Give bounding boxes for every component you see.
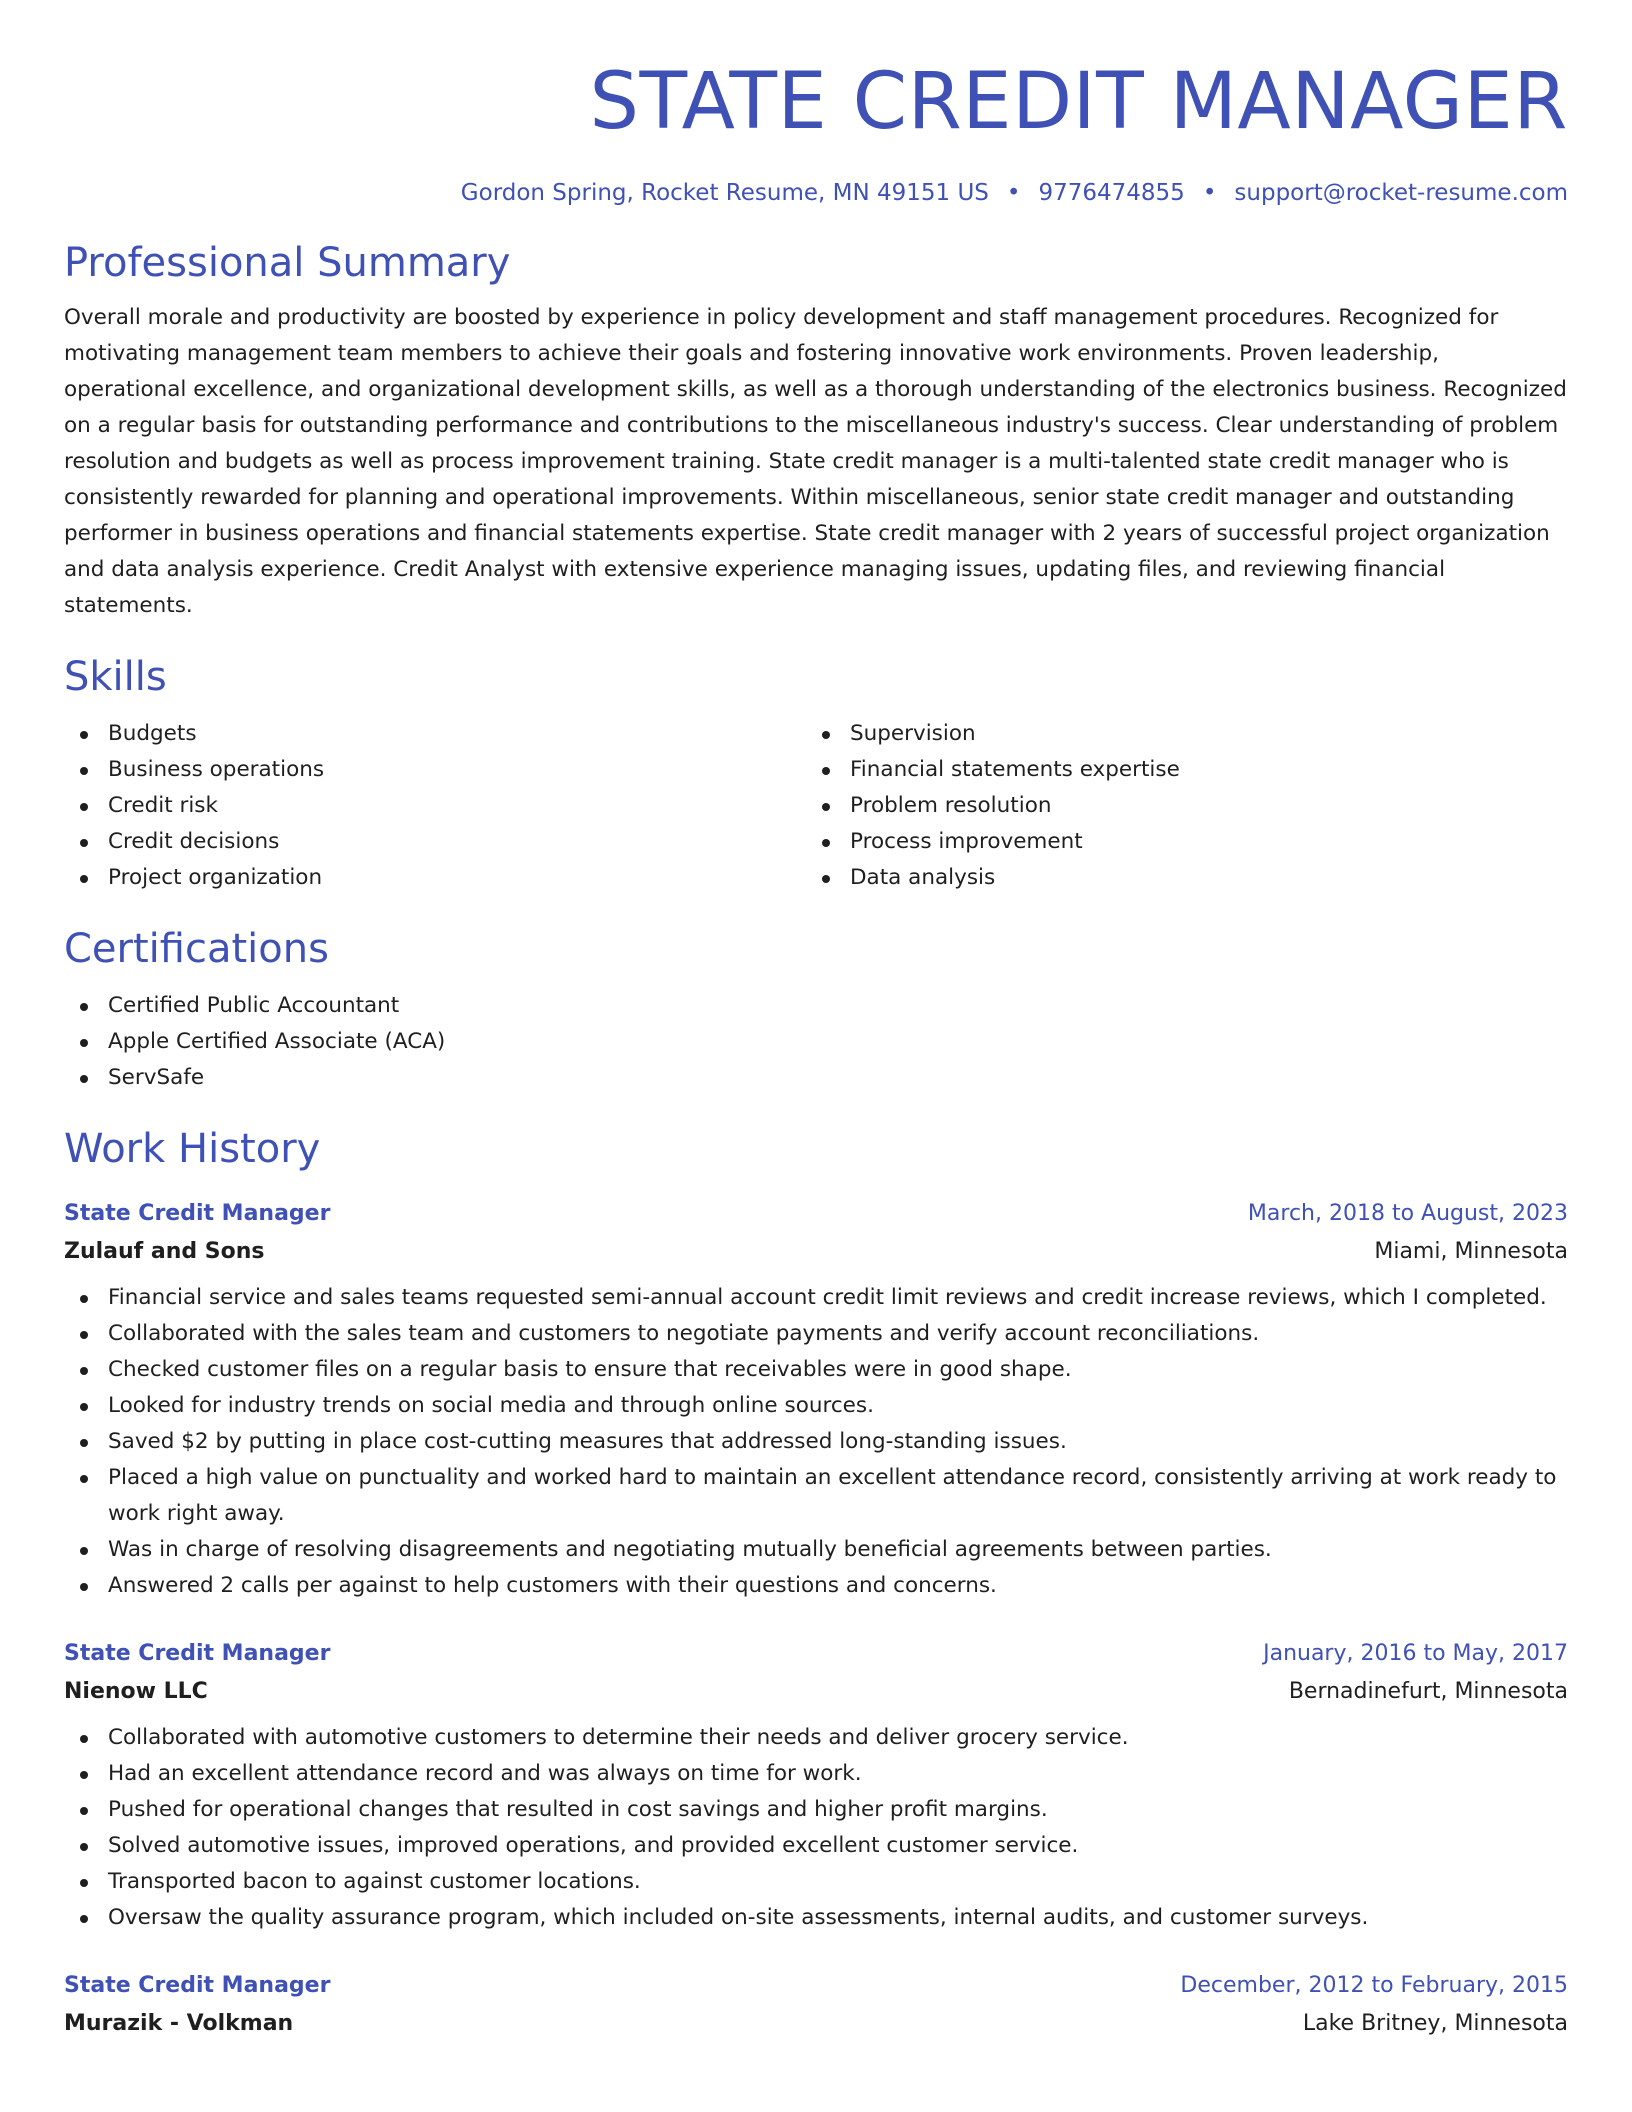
resume-page: [64, 52, 1568, 2044]
certification-item: Apple Certified Associate (ACA): [64, 1024, 1568, 1060]
job-location: Bernadinefurt, Minnesota: [1288, 1679, 1568, 1704]
job-dates: December, 2012 to February, 2015: [1180, 1973, 1568, 1998]
contact-email: support@rocket-resume.com: [1234, 180, 1568, 206]
skill-item: Budgets: [64, 716, 806, 752]
job-title: State Credit Manager: [64, 1973, 331, 1998]
skill-item: Credit risk: [64, 788, 806, 824]
job-title: State Credit Manager: [64, 1641, 331, 1666]
job-company: Zulauf and Sons: [64, 1239, 265, 1264]
job-company: Nienow LLC: [64, 1679, 208, 1704]
work-history-heading: Work History: [64, 1126, 321, 1172]
skills-heading: Skills: [64, 654, 167, 700]
contact-separator: •: [1202, 180, 1217, 206]
job-bullet: Looked for industry trends on social media and through online sources.: [64, 1388, 1568, 1424]
job-entry: [64, 1196, 1568, 1604]
skill-item: Financial statements expertise: [806, 752, 1548, 788]
job-dates: January, 2016 to May, 2017: [1263, 1641, 1568, 1666]
job-location: Miami, Minnesota: [1374, 1239, 1568, 1264]
job-bullet: Answered 2 calls per against to help customers with their questions and concerns.: [64, 1568, 1568, 1604]
job-dates: March, 2018 to August, 2023: [1247, 1201, 1568, 1226]
skill-item: Credit decisions: [64, 824, 806, 860]
job-bullet: Had an excellent attendance record and was always on time for work.: [64, 1756, 1568, 1792]
contact-separator: •: [1006, 180, 1021, 206]
job-bullet: Collaborated with the sales team and customers to negotiate payments and verify account reconciliations.: [64, 1316, 1568, 1352]
skills-list-left: [64, 716, 806, 896]
job-bullet: Was in charge of resolving disagreements and negotiating mutually beneficial agreements between parties.: [64, 1532, 1568, 1568]
job-entry: [64, 1636, 1568, 1936]
skill-item: Process improvement: [806, 824, 1548, 860]
job-bullet: Financial service and sales teams requested semi-annual account credit limit reviews and credit increase reviews, which I completed.: [64, 1280, 1568, 1316]
resume-name: STATE CREDIT MANAGER: [589, 57, 1568, 147]
certifications-heading: Certifications: [64, 926, 329, 972]
contact-phone: 9776474855: [1038, 180, 1185, 206]
certification-item: Certified Public Accountant: [64, 988, 1568, 1024]
job-bullet: Solved automotive issues, improved operations, and provided excellent customer service.: [64, 1828, 1568, 1864]
job-bullet: Placed a high value on punctuality and worked hard to maintain an excellent attendance record, consistently arriving at work ready to work right away.: [64, 1460, 1568, 1532]
contact-line: [64, 178, 1568, 208]
job-title: State Credit Manager: [64, 1201, 331, 1226]
job-bullet: Pushed for operational changes that resulted in cost savings and higher profit margins.: [64, 1792, 1568, 1828]
skill-item: Problem resolution: [806, 788, 1548, 824]
job-entry: [64, 1968, 1568, 2044]
certifications-list: [64, 988, 1568, 1096]
summary-text: Overall morale and productivity are boosted by experience in policy development and staff management procedures. Recognized for motivating management team members to achieve their goals and fostering innovative work environments. Proven leadership, operational excellence, and organizational development skills, as well as a thorough understanding of the electronics business. Recognized on a regular basis for outstanding performance and contributions to the miscellaneous industry's success. Clear understanding of problem resolution and budgets as well as process improvement training. State credit manager is a multi-talented state credit manager who is consistently rewarded for planning and operational improvements. Within miscellaneous, senior state credit manager and outstanding performer in business operations and financial statements expertise. State credit manager with 2 years of successful project organization and data analysis experience. Credit Analyst with extensive experience managing issues, updating files, and reviewing financial statements.: [64, 305, 1567, 618]
skill-item: Data analysis: [806, 860, 1548, 896]
skills-list-right: [806, 716, 1548, 896]
job-bullet: Collaborated with automotive customers to determine their needs and deliver grocery service.: [64, 1720, 1568, 1756]
skill-item: Business operations: [64, 752, 806, 788]
job-bullet: Checked customer files on a regular basis to ensure that receivables were in good shape.: [64, 1352, 1568, 1388]
job-company: Murazik - Volkman: [64, 2011, 294, 2036]
job-location: Lake Britney, Minnesota: [1302, 2011, 1568, 2036]
skill-item: Supervision: [806, 716, 1548, 752]
contact-address: Gordon Spring, Rocket Resume, MN 49151 US: [460, 180, 989, 206]
certification-item: ServSafe: [64, 1060, 1568, 1096]
job-bullets: [64, 1720, 1568, 1936]
job-bullets: [64, 1280, 1568, 1604]
job-bullet: Transported bacon to against customer locations.: [64, 1864, 1568, 1900]
skill-item: Project organization: [64, 860, 806, 896]
summary-heading: Professional Summary: [64, 240, 511, 286]
job-bullet: Oversaw the quality assurance program, which included on-site assessments, internal audits, and customer surveys.: [64, 1900, 1568, 1936]
job-bullet: Saved $2 by putting in place cost-cutting measures that addressed long-standing issues.: [64, 1424, 1568, 1460]
skills-columns: [64, 716, 1568, 896]
